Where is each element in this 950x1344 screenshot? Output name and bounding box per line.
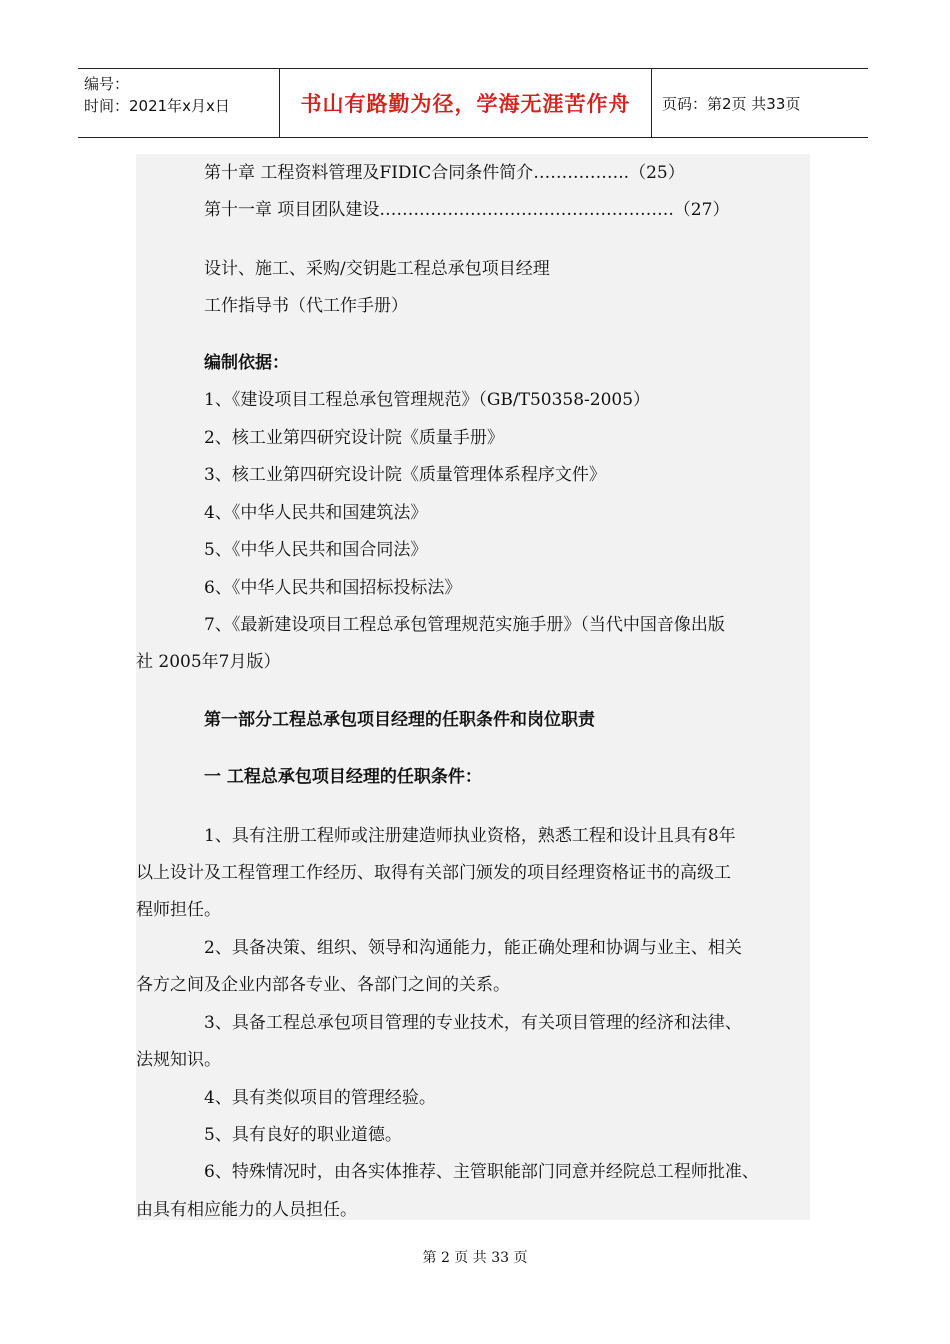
doc-title-line: 设计、施工、采购/交钥匙工程总承包项目经理 bbox=[204, 259, 550, 279]
basis-item: 2、核工业第四研究设计院《质量手册》 bbox=[204, 428, 504, 448]
basis-item-continued: 社 2005年7月版） bbox=[136, 652, 281, 672]
motto-text: 书山有路勤为径，学海无涯苦作舟 bbox=[300, 92, 631, 116]
basis-item: 7、《最新建设项目工程总承包管理规范实施手册》（当代中国音像出版 bbox=[204, 615, 725, 635]
basis-item: 1、《建设项目工程总承包管理规范》（GB/T50358-2005） bbox=[204, 390, 651, 410]
doc-title-line: 工作指导书（代工作手册） bbox=[204, 296, 408, 316]
paragraph-line: 以上设计及工程管理工作经历、取得有关部门颁发的项目经理资格证书的高级工 bbox=[136, 863, 731, 883]
paragraph-line: 1、具有注册工程师或注册建造师执业资格，熟悉工程和设计且具有8年 bbox=[204, 826, 736, 846]
basis-item: 4、《中华人民共和国建筑法》 bbox=[204, 503, 428, 523]
paragraph-line: 2、具备决策、组织、领导和沟通能力，能正确处理和协调与业主、相关 bbox=[204, 938, 742, 958]
header-motto bbox=[280, 69, 652, 137]
basis-item: 5、《中华人民共和国合同法》 bbox=[204, 540, 428, 560]
page-footer: 第 2 页 共 33 页 bbox=[422, 1250, 528, 1266]
time-label: 时间：2021年x月x日 bbox=[84, 97, 230, 115]
paragraph-line: 6、特殊情况时，由各实体推荐、主管职能部门同意并经院总工程师批准、 bbox=[204, 1162, 759, 1182]
section-heading: 一 工程总承包项目经理的任职条件： bbox=[204, 767, 482, 787]
header-page-info: 页码：第2页 共33页 bbox=[662, 94, 801, 113]
paragraph-line: 由具有相应能力的人员担任。 bbox=[136, 1200, 357, 1220]
page-header bbox=[78, 68, 868, 138]
paragraph-line: 5、具有良好的职业道德。 bbox=[204, 1125, 402, 1145]
paragraph-line: 3、具备工程总承包项目管理的专业技术，有关项目管理的经济和法律、 bbox=[204, 1013, 742, 1033]
basis-item: 3、核工业第四研究设计院《质量管理体系程序文件》 bbox=[204, 465, 606, 485]
basis-heading: 编制依据： bbox=[204, 353, 289, 373]
header-meta bbox=[78, 69, 280, 137]
paragraph-line: 法规知识。 bbox=[136, 1050, 221, 1070]
part-one-heading: 第一部分工程总承包项目经理的任职条件和岗位职责 bbox=[204, 710, 595, 730]
paragraph-line: 各方之间及企业内部各专业、各部门之间的关系。 bbox=[136, 975, 510, 995]
toc-line: 第十一章 项目团队建设…………………………………………….（27） bbox=[204, 200, 730, 220]
document-body bbox=[136, 154, 810, 1220]
paragraph-line: 4、具有类似项目的管理经验。 bbox=[204, 1088, 436, 1108]
basis-item: 6、《中华人民共和国招标投标法》 bbox=[204, 578, 462, 598]
number-label: 编号： bbox=[84, 75, 130, 93]
toc-line: 第十章 工程资料管理及FIDIC合同条件简介……………..（25） bbox=[204, 163, 685, 183]
paragraph-line: 程师担任。 bbox=[136, 900, 221, 920]
